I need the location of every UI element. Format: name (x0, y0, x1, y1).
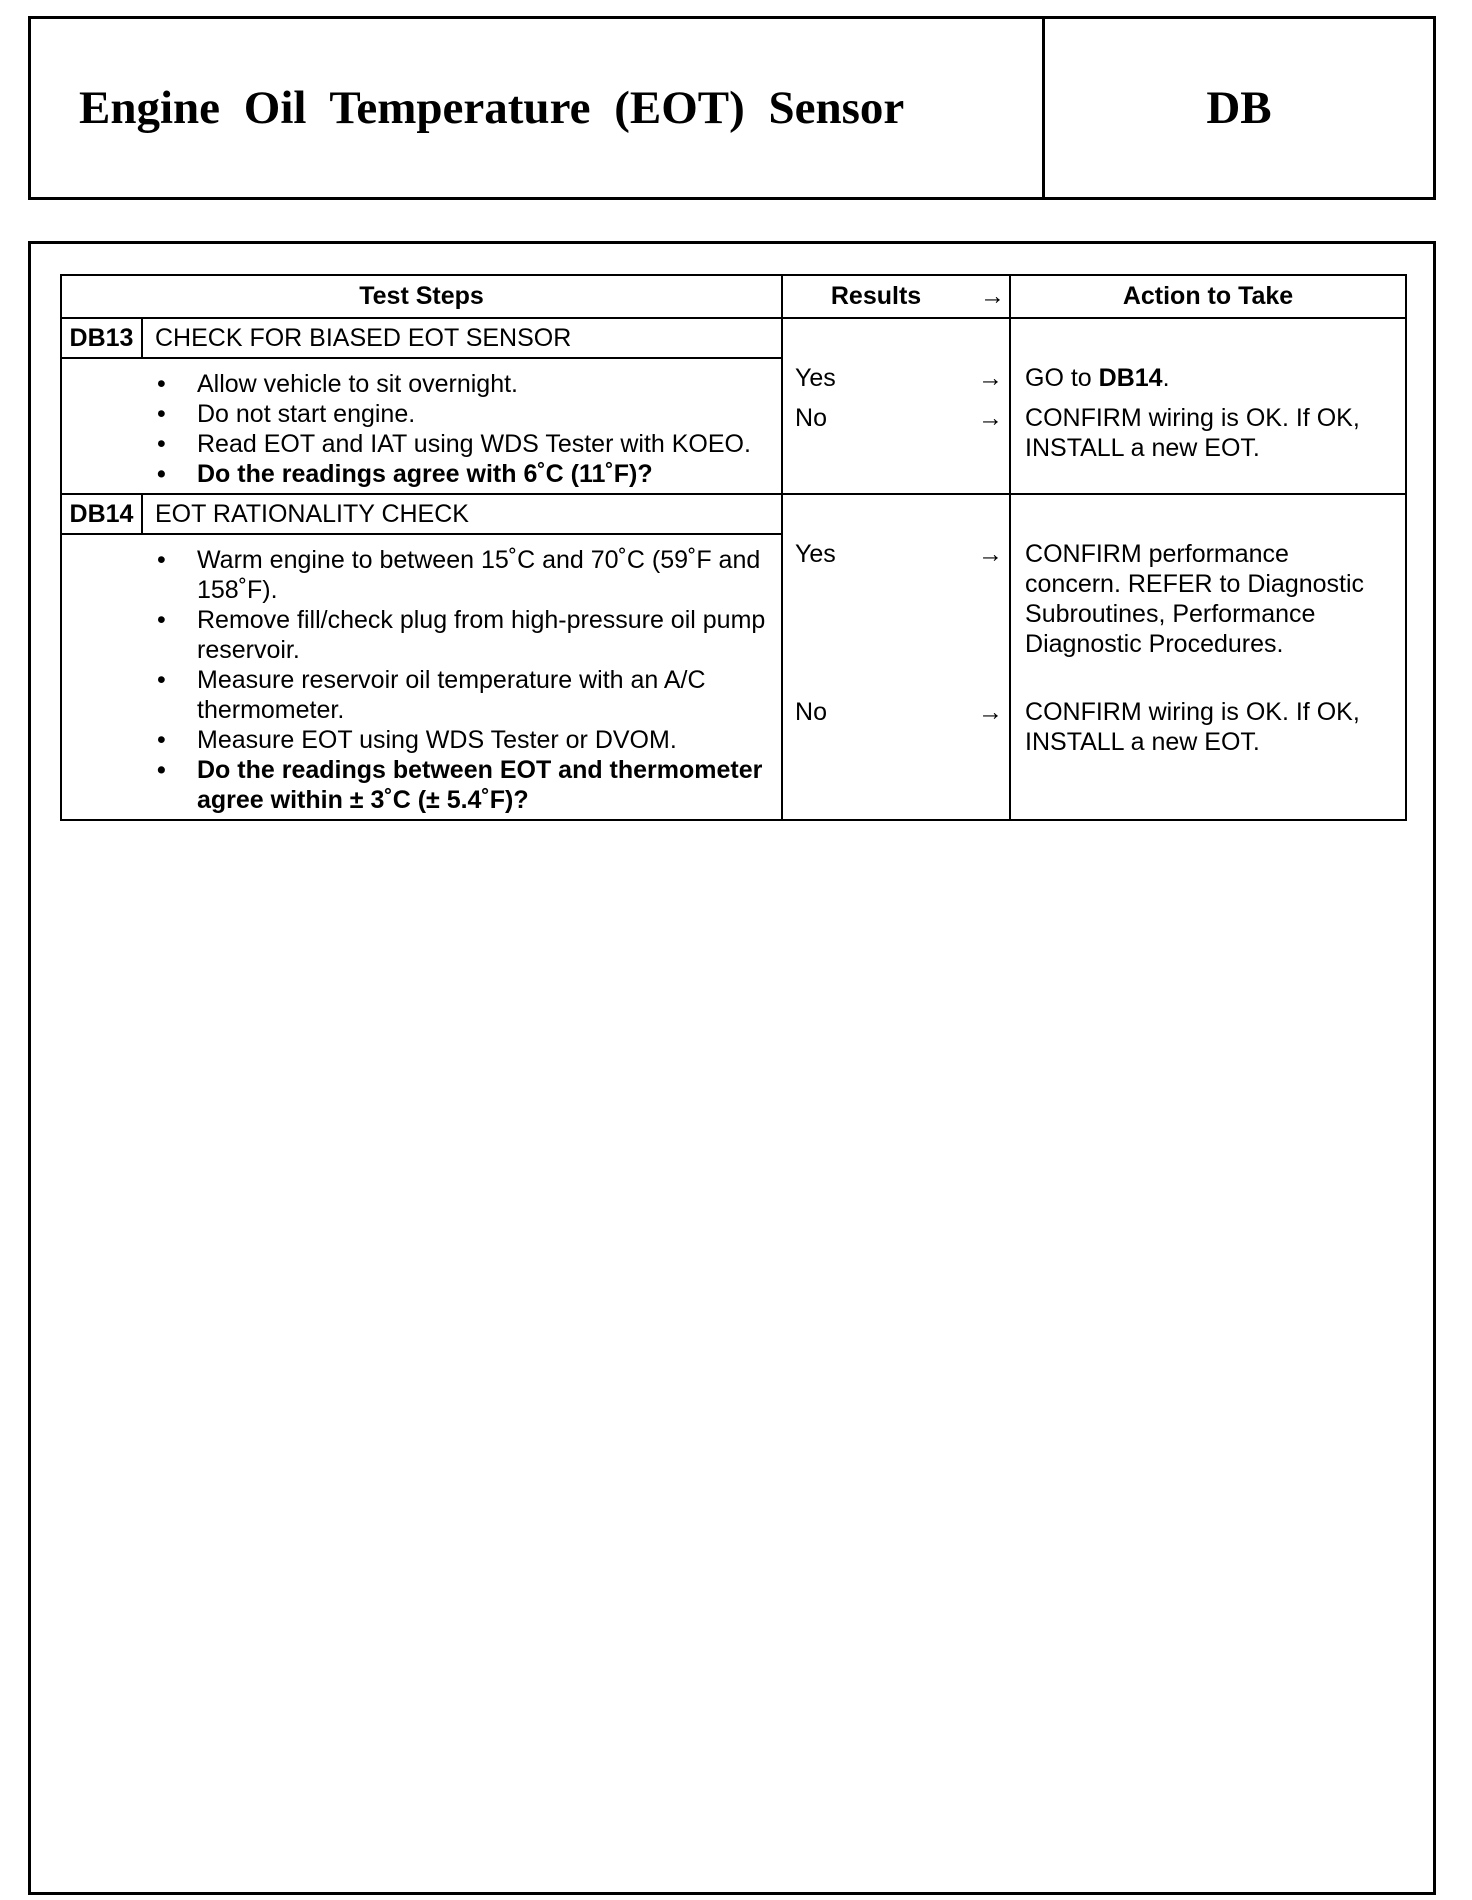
arrow-right-icon: → (978, 404, 1004, 432)
list-item-question: • Do the readings agree with 6˚C (11˚F)? (62, 459, 771, 489)
step-list-db13 (62, 359, 781, 493)
action-step-ref: DB14 (1098, 364, 1163, 392)
arrow-right-icon: → (978, 364, 1004, 392)
action-yes-db14: CONFIRM performance concern. REFER to Diagnostic Subroutines, Performance Diagnostic Procedures. (1025, 540, 1365, 658)
action-text: GO to (1025, 364, 1099, 392)
step-title-db13: CHECK FOR BIASED EOT SENSOR (142, 318, 782, 358)
list-item-question: • Do the readings between EOT and thermometer agree within ± 3˚C (± 5.4˚F)? (62, 755, 771, 815)
list-item: • Measure EOT using WDS Tester or DVOM. (62, 725, 771, 755)
action-yes-db13 (1025, 363, 1391, 393)
arrow-right-icon: → (978, 698, 1004, 726)
result-no-db13 (795, 403, 1003, 433)
page-header (28, 16, 1436, 200)
list-item: • Warm engine to between 15˚C and 70˚C (59˚F and 158˚F). (62, 545, 771, 605)
table-header-row (61, 275, 1406, 318)
list-item: • Allow vehicle to sit overnight. (62, 369, 771, 399)
header-test-steps: Test Steps (61, 275, 782, 318)
result-label: Yes (795, 540, 836, 568)
action-no-db13: CONFIRM wiring is OK. If OK, INSTALL a new EOT. (1025, 404, 1360, 462)
page-title: Engine Oil Temperature (EOT) Sensor (79, 82, 905, 134)
result-yes-db14 (795, 539, 1003, 569)
header-arrow-icon: → (980, 282, 1006, 310)
actions-db13 (1010, 318, 1406, 494)
results-db13 (782, 318, 1010, 494)
result-no-db14 (795, 697, 1003, 727)
actions-db14 (1010, 494, 1406, 820)
step-code-db14: DB14 (61, 494, 142, 534)
result-label: No (795, 404, 827, 432)
section-code: DB (1206, 82, 1272, 134)
test-steps-table (60, 274, 1407, 821)
list-item: • Remove fill/check plug from high-pressure oil pump reservoir. (62, 605, 771, 665)
action-text: . (1162, 364, 1170, 392)
step-title-db14: EOT RATIONALITY CHECK (142, 494, 782, 534)
step-code-db13: DB13 (61, 318, 142, 358)
list-item: • Measure reservoir oil temperature with an A/C thermometer. (62, 665, 771, 725)
step-body-db14 (61, 534, 782, 820)
list-item: • Do not start engine. (62, 399, 771, 429)
results-db14 (782, 494, 1010, 820)
header-results-label: Results (830, 282, 922, 310)
header-results (782, 275, 1010, 318)
header-action: Action to Take (1010, 275, 1406, 318)
result-label: Yes (795, 364, 836, 392)
action-no-db14: CONFIRM wiring is OK. If OK, INSTALL a new EOT. (1025, 698, 1360, 756)
step-title-row-db14 (61, 494, 1406, 534)
result-label: No (795, 698, 827, 726)
result-yes-db13 (795, 363, 1003, 393)
list-item: • Read EOT and IAT using WDS Tester with KOEO. (62, 429, 771, 459)
arrow-right-icon: → (978, 540, 1004, 568)
step-title-row-db13 (61, 318, 1406, 358)
step-list-db14 (62, 535, 781, 819)
step-body-db13 (61, 358, 782, 494)
